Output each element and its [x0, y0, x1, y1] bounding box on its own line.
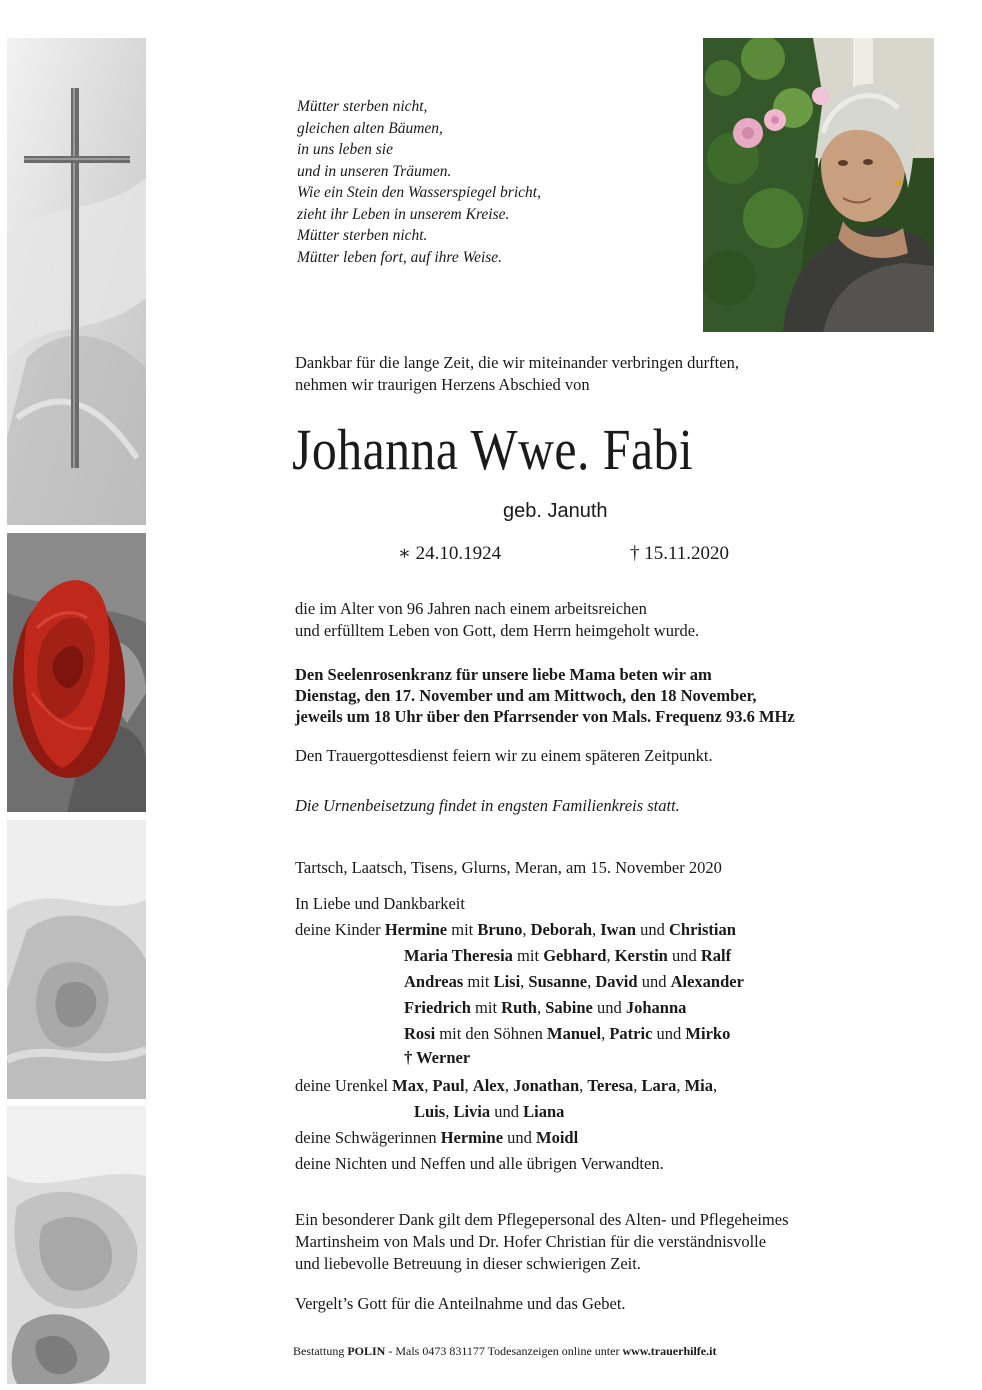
sisters-in-law-row: deine Schwägerinnen Hermine und Moidl — [295, 1128, 579, 1147]
child-entry: Andreas mit Lisi, Susanne, David und Alexander — [404, 972, 744, 991]
poem-line: gleichen alten Bäumen, — [297, 119, 443, 137]
rosary-line: jeweils um 18 Uhr über den Pfarrsender von Mals. Frequenz 93.6 MHz — [295, 707, 795, 726]
thanks-line: Ein besonderer Dank gilt dem Pflegepersonal des Alten- und Pflegeheimes — [295, 1210, 789, 1229]
decorative-roses-panel-bottom — [7, 1106, 146, 1384]
children-prefix: deine Kinder — [295, 920, 381, 939]
service-note: Den Trauergottesdienst feiern wir zu einem späteren Zeitpunkt. — [295, 746, 713, 765]
poem-line: und in unseren Träumen. — [297, 162, 452, 180]
sisters-prefix: deine Schwägerinnen — [295, 1128, 437, 1147]
funeral-company: POLIN — [347, 1344, 386, 1358]
greatgrand-prefix: deine Urenkel — [295, 1076, 388, 1095]
rosary-line: Den Seelenrosenkranz für unsere liebe Mama beten wir am — [295, 665, 712, 684]
decorative-roses-panel-top — [7, 38, 146, 525]
poem-line: Mütter sterben nicht, — [297, 98, 428, 115]
poem-line: Mütter sterben nicht. — [297, 227, 428, 244]
decorative-roses-panel-middle — [7, 820, 146, 1099]
child-entry: Rosi mit den Söhnen Manuel, Patric und Mirko — [404, 1024, 731, 1043]
thanks-line: und liebevolle Betreuung in dieser schwierigen Zeit. — [295, 1254, 641, 1273]
poem — [297, 96, 677, 268]
poem-line: Mütter leben fort, auf ihre Weise. — [297, 248, 503, 266]
family-opening: In Liebe und Dankbarkeit — [295, 894, 465, 913]
child-entry: Friedrich mit Ruth, Sabine und Johanna — [404, 998, 687, 1017]
thanks-text — [295, 1209, 915, 1275]
intro-text — [295, 352, 915, 396]
child-entry: Hermine mit Bruno, Deborah, Iwan und Christian — [384, 920, 736, 939]
children-row — [295, 917, 955, 943]
child-entry: Maria Theresia mit Gebhard, Kerstin und Ralf — [404, 946, 732, 965]
age-line: und erfülltem Leben von Gott, dem Herrn heimgeholt wurde. — [295, 621, 700, 640]
thanks-line: Martinsheim von Mals und Dr. Hofer Christian für die verständnisvolle — [295, 1232, 767, 1251]
poem-line: in uns leben sie — [297, 141, 393, 158]
birth-date: ∗ 24.10.1924 — [398, 543, 502, 564]
website-link[interactable]: www.trauerhilfe.it — [622, 1344, 717, 1358]
urn-note: Die Urnenbeisetzung findet in engsten Familienkreis statt. — [295, 796, 680, 815]
age-text — [295, 598, 915, 642]
poem-line: Wie ein Stein den Wasserspiegel bricht, — [297, 184, 541, 201]
death-date: † 15.11.2020 — [630, 543, 730, 564]
footer-credit: Bestattung POLIN - Mals 0473 831177 Todesanzeigen online unter www.trauerhilfe.it — [293, 1344, 717, 1358]
child-entry: † Werner — [404, 1048, 471, 1067]
intro-line: Dankbar für die lange Zeit, die wir miteinander verbringen durften, — [295, 353, 739, 372]
rosary-announcement — [295, 664, 915, 727]
maiden-name: geb. Januth — [503, 500, 608, 522]
rosary-line: Dienstag, den 17. November und am Mittwoch, den 18 November, — [295, 686, 757, 705]
portrait-photo — [703, 38, 934, 332]
family-closing: deine Nichten und Neffen und alle übrigen Verwandten. — [295, 1154, 664, 1173]
greatgrandchildren-row: deine Urenkel Max, Paul, Alex, Jonathan, Teresa, Lara, Mia, — [295, 1076, 718, 1095]
poem-line: zieht ihr Leben in unserem Kreise. — [297, 205, 510, 223]
red-rose-image — [7, 533, 146, 812]
intro-line: nehmen wir traurigen Herzens Abschied von — [295, 375, 590, 394]
age-line: die im Alter von 96 Jahren nach einem arbeitsreichen — [295, 599, 647, 618]
greatgrandchildren-row: Luis, Livia und Liana — [414, 1102, 565, 1121]
vergelts-gott: Vergelt’s Gott für die Anteilnahme und das Gebet. — [295, 1294, 626, 1313]
place-date: Tartsch, Laatsch, Tisens, Glurns, Meran, am 15. November 2020 — [295, 858, 722, 877]
deceased-name: Johanna Wwe. Fabi — [292, 417, 694, 482]
